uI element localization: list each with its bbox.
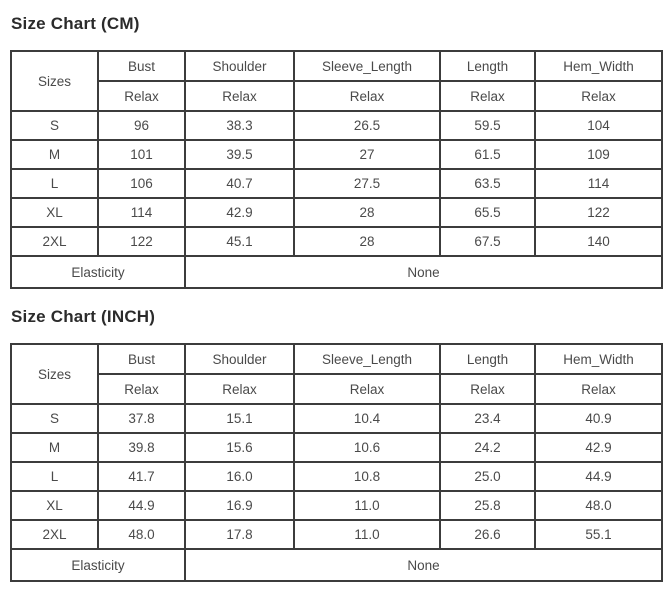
value-cell: 59.5 xyxy=(440,111,535,140)
value-cell: 140 xyxy=(535,227,662,256)
value-cell: 16.0 xyxy=(185,462,294,491)
elasticity-label: Elasticity xyxy=(11,549,185,581)
table-row-xl xyxy=(11,491,662,520)
value-cell: 27 xyxy=(294,140,440,169)
size-cell: 2XL xyxy=(11,227,98,256)
table-row-s xyxy=(11,111,662,140)
size-chart-inch-section xyxy=(10,305,661,582)
table-row-2xl xyxy=(11,227,662,256)
elasticity-label: Elasticity xyxy=(11,256,185,288)
size-cell: 2XL xyxy=(11,520,98,549)
value-cell: 28 xyxy=(294,198,440,227)
table-row-m xyxy=(11,140,662,169)
table-row-m xyxy=(11,433,662,462)
subheader-relax: Relax xyxy=(535,374,662,404)
column-header-bust: Bust xyxy=(98,344,185,374)
value-cell: 28 xyxy=(294,227,440,256)
elasticity-value: None xyxy=(185,256,662,288)
value-cell: 26.5 xyxy=(294,111,440,140)
value-cell: 40.7 xyxy=(185,169,294,198)
header-row xyxy=(11,51,662,81)
size-chart-cm-title: Size Chart (CM) xyxy=(11,14,140,33)
value-cell: 25.0 xyxy=(440,462,535,491)
column-header-hem-width: Hem_Width xyxy=(535,51,662,81)
column-header-length: Length xyxy=(440,344,535,374)
table-row-l xyxy=(11,462,662,491)
column-header-sleeve-length: Sleeve_Length xyxy=(294,51,440,81)
column-header-hem-width: Hem_Width xyxy=(535,344,662,374)
value-cell: 39.5 xyxy=(185,140,294,169)
size-cell: XL xyxy=(11,198,98,227)
table-row-2xl xyxy=(11,520,662,549)
value-cell: 17.8 xyxy=(185,520,294,549)
subheader-relax: Relax xyxy=(535,81,662,111)
subheader-relax: Relax xyxy=(98,374,185,404)
value-cell: 11.0 xyxy=(294,491,440,520)
column-header-length: Length xyxy=(440,51,535,81)
value-cell: 10.4 xyxy=(294,404,440,433)
value-cell: 122 xyxy=(98,227,185,256)
value-cell: 25.8 xyxy=(440,491,535,520)
value-cell: 48.0 xyxy=(535,491,662,520)
value-cell: 27.5 xyxy=(294,169,440,198)
column-header-bust: Bust xyxy=(98,51,185,81)
header-row xyxy=(11,344,662,374)
column-header-sleeve-length: Sleeve_Length xyxy=(294,344,440,374)
value-cell: 24.2 xyxy=(440,433,535,462)
value-cell: 10.6 xyxy=(294,433,440,462)
value-cell: 11.0 xyxy=(294,520,440,549)
value-cell: 42.9 xyxy=(185,198,294,227)
size-cell: XL xyxy=(11,491,98,520)
value-cell: 63.5 xyxy=(440,169,535,198)
value-cell: 109 xyxy=(535,140,662,169)
value-cell: 67.5 xyxy=(440,227,535,256)
value-cell: 122 xyxy=(535,198,662,227)
value-cell: 45.1 xyxy=(185,227,294,256)
table-row-xl xyxy=(11,198,662,227)
size-cell: M xyxy=(11,140,98,169)
value-cell: 55.1 xyxy=(535,520,662,549)
value-cell: 101 xyxy=(98,140,185,169)
value-cell: 41.7 xyxy=(98,462,185,491)
subheader-relax: Relax xyxy=(185,374,294,404)
size-cell: S xyxy=(11,404,98,433)
value-cell: 48.0 xyxy=(98,520,185,549)
value-cell: 23.4 xyxy=(440,404,535,433)
value-cell: 16.9 xyxy=(185,491,294,520)
table-row-s xyxy=(11,404,662,433)
value-cell: 42.9 xyxy=(535,433,662,462)
elasticity-value: None xyxy=(185,549,662,581)
subheader-relax: Relax xyxy=(440,374,535,404)
size-chart-cm-section xyxy=(10,12,661,289)
value-cell: 44.9 xyxy=(98,491,185,520)
size-chart-inch-title: Size Chart (INCH) xyxy=(11,307,156,326)
subheader-relax: Relax xyxy=(440,81,535,111)
subheader-relax: Relax xyxy=(294,374,440,404)
value-cell: 37.8 xyxy=(98,404,185,433)
elasticity-row xyxy=(11,549,662,581)
value-cell: 39.8 xyxy=(98,433,185,462)
value-cell: 15.1 xyxy=(185,404,294,433)
value-cell: 44.9 xyxy=(535,462,662,491)
column-header-shoulder: Shoulder xyxy=(185,344,294,374)
subheader-relax: Relax xyxy=(294,81,440,111)
size-cell: M xyxy=(11,433,98,462)
value-cell: 38.3 xyxy=(185,111,294,140)
size-chart-cm-table xyxy=(10,50,663,289)
size-chart-inch-table xyxy=(10,343,663,582)
value-cell: 104 xyxy=(535,111,662,140)
value-cell: 106 xyxy=(98,169,185,198)
column-header-sizes: Sizes xyxy=(11,51,98,111)
value-cell: 96 xyxy=(98,111,185,140)
column-header-sizes: Sizes xyxy=(11,344,98,404)
value-cell: 26.6 xyxy=(440,520,535,549)
subheader-relax: Relax xyxy=(185,81,294,111)
value-cell: 15.6 xyxy=(185,433,294,462)
value-cell: 10.8 xyxy=(294,462,440,491)
size-cell: L xyxy=(11,169,98,198)
value-cell: 61.5 xyxy=(440,140,535,169)
value-cell: 114 xyxy=(535,169,662,198)
elasticity-row xyxy=(11,256,662,288)
value-cell: 114 xyxy=(98,198,185,227)
subheader-relax: Relax xyxy=(98,81,185,111)
value-cell: 40.9 xyxy=(535,404,662,433)
column-header-shoulder: Shoulder xyxy=(185,51,294,81)
subheader-row xyxy=(11,81,662,111)
size-cell: L xyxy=(11,462,98,491)
table-row-l xyxy=(11,169,662,198)
size-cell: S xyxy=(11,111,98,140)
subheader-row xyxy=(11,374,662,404)
value-cell: 65.5 xyxy=(440,198,535,227)
